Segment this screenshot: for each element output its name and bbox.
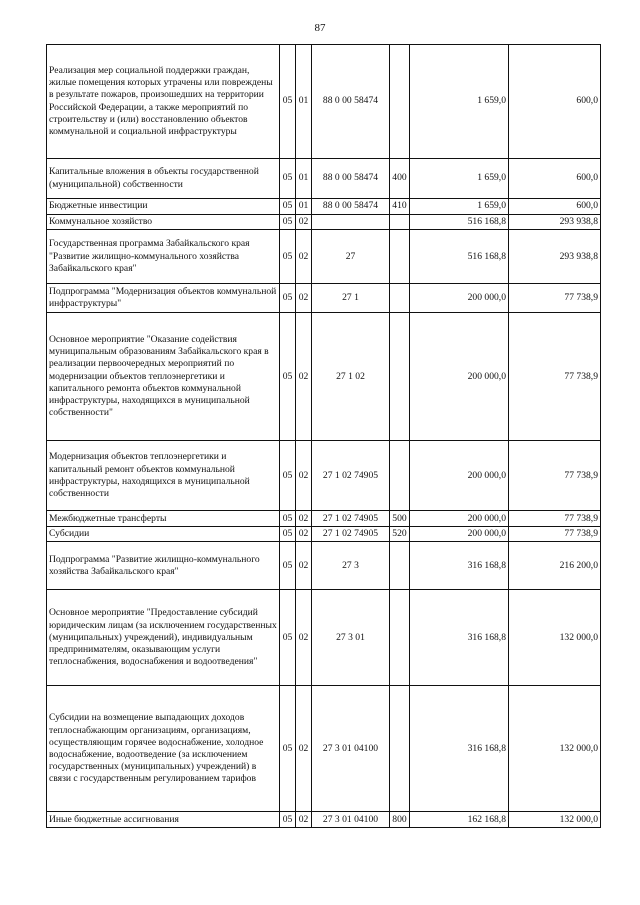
row-sum-2: 293 938,8 [509,230,601,284]
row-sum-2: 77 738,9 [509,313,601,441]
table-row [47,812,601,828]
row-sum-1: 516 168,8 [410,230,509,284]
row-section: 05 [280,441,296,511]
table-row [47,441,601,511]
row-target-code: 27 3 01 04100 [312,812,390,828]
row-sum-1: 200 000,0 [410,284,509,313]
row-sum-1: 316 168,8 [410,590,509,686]
row-subsection: 02 [296,215,312,230]
row-target-code [312,215,390,230]
row-name: Подпрограмма "Развитие жилищно-коммунального хозяйства Забайкальского края" [47,542,280,590]
table-row [47,686,601,812]
row-target-code: 27 [312,230,390,284]
row-subsection: 01 [296,199,312,215]
row-section: 05 [280,215,296,230]
row-expense-type [390,441,410,511]
row-sum-2: 216 200,0 [509,542,601,590]
row-expense-type: 520 [390,527,410,542]
row-target-code: 88 0 00 58474 [312,199,390,215]
row-expense-type [390,590,410,686]
table-row [47,230,601,284]
row-sum-1: 516 168,8 [410,215,509,230]
row-section: 05 [280,590,296,686]
row-sum-2: 132 000,0 [509,812,601,828]
row-name: Реализация мер социальной поддержки граждан, жилые помещения которых утрачены или повреждены в результате пожаров, произошедших на территории Российской Федерации, а также мероприятий по строительству и (или) восстановлению объектов коммунальной и социальной инфраструктуры [47,45,280,159]
row-target-code: 88 0 00 58474 [312,159,390,199]
table-row [47,284,601,313]
row-expense-type [390,230,410,284]
table-row [47,45,601,159]
row-sum-2: 132 000,0 [509,686,601,812]
row-target-code: 27 3 01 [312,590,390,686]
row-expense-type [390,542,410,590]
table-row [47,527,601,542]
row-sum-2: 77 738,9 [509,511,601,527]
row-subsection: 02 [296,590,312,686]
row-name: Коммунальное хозяйство [47,215,280,230]
table-row [47,313,601,441]
row-target-code: 27 1 [312,284,390,313]
row-sum-2: 77 738,9 [509,284,601,313]
row-sum-1: 316 168,8 [410,542,509,590]
row-subsection: 02 [296,527,312,542]
row-subsection: 01 [296,45,312,159]
row-name: Иные бюджетные ассигнования [47,812,280,828]
row-name: Субсидии [47,527,280,542]
row-section: 05 [280,527,296,542]
row-sum-1: 1 659,0 [410,199,509,215]
row-expense-type [390,686,410,812]
table-row [47,199,601,215]
row-name: Государственная программа Забайкальского края "Развитие жилищно-коммунального хозяйства Забайкальского края" [47,230,280,284]
row-section: 05 [280,542,296,590]
row-target-code: 27 3 01 04100 [312,686,390,812]
row-section: 05 [280,686,296,812]
row-name: Основное мероприятие "Оказание содействия муниципальным образованиям Забайкальского края в реализации первоочередных мероприятий по модернизации объектов теплоэнергетики и капитального ремонта объектов коммунальной инфраструктуры, находящихся в муниципальной собственности" [47,313,280,441]
row-subsection: 02 [296,313,312,441]
row-sum-1: 162 168,8 [410,812,509,828]
row-section: 05 [280,45,296,159]
row-expense-type [390,45,410,159]
row-name: Основное мероприятие "Предоставление субсидий юридическим лицам (за исключением государственных (муниципальных) учреждений), индивидуальным предпринимателям, оказывающим услуги теплоснабжения, водоснабжения и водоотведения" [47,590,280,686]
budget-table [46,44,601,828]
row-name: Бюджетные инвестиции [47,199,280,215]
table-body [47,45,601,828]
row-expense-type: 400 [390,159,410,199]
row-target-code: 27 1 02 74905 [312,441,390,511]
row-sum-2: 293 938,8 [509,215,601,230]
row-section: 05 [280,313,296,441]
row-sum-1: 200 000,0 [410,313,509,441]
row-sum-2: 77 738,9 [509,527,601,542]
row-subsection: 02 [296,511,312,527]
row-section: 05 [280,159,296,199]
row-sum-2: 600,0 [509,159,601,199]
row-section: 05 [280,812,296,828]
row-name: Модернизация объектов теплоэнергетики и капитальный ремонт объектов коммунальной инфраструктуры, находящихся в муниципальной собственности [47,441,280,511]
row-target-code: 27 3 [312,542,390,590]
row-expense-type: 410 [390,199,410,215]
row-expense-type [390,284,410,313]
row-target-code: 88 0 00 58474 [312,45,390,159]
row-sum-1: 1 659,0 [410,159,509,199]
table-row [47,215,601,230]
row-sum-2: 77 738,9 [509,441,601,511]
row-name: Капитальные вложения в объекты государственной (муниципальной) собственности [47,159,280,199]
row-sum-2: 600,0 [509,199,601,215]
row-sum-1: 200 000,0 [410,527,509,542]
row-expense-type: 800 [390,812,410,828]
row-sum-2: 600,0 [509,45,601,159]
row-sum-1: 1 659,0 [410,45,509,159]
row-section: 05 [280,284,296,313]
page-number: 87 [314,22,326,34]
row-target-code: 27 1 02 74905 [312,527,390,542]
row-name: Межбюджетные трансферты [47,511,280,527]
row-subsection: 02 [296,542,312,590]
row-subsection: 02 [296,230,312,284]
row-expense-type: 500 [390,511,410,527]
row-section: 05 [280,511,296,527]
row-section: 05 [280,230,296,284]
row-subsection: 02 [296,812,312,828]
row-target-code: 27 1 02 [312,313,390,441]
table-row [47,159,601,199]
row-sum-2: 132 000,0 [509,590,601,686]
row-sum-1: 200 000,0 [410,511,509,527]
row-subsection: 01 [296,159,312,199]
row-subsection: 02 [296,441,312,511]
row-name: Подпрограмма "Модернизация объектов коммунальной инфраструктуры" [47,284,280,313]
row-expense-type [390,313,410,441]
row-sum-1: 200 000,0 [410,441,509,511]
row-sum-1: 316 168,8 [410,686,509,812]
table-row [47,590,601,686]
row-expense-type [390,215,410,230]
table-row [47,511,601,527]
table-row [47,542,601,590]
row-target-code: 27 1 02 74905 [312,511,390,527]
row-section: 05 [280,199,296,215]
row-subsection: 02 [296,284,312,313]
row-name: Субсидии на возмещение выпадающих доходов теплоснабжающим организациям, организациям, осуществляющим горячее водоснабжение, холодное водоснабжение, водоотведение (за исключением государственных (муниципальных) учреждений) в связи с государственным регулированием тарифов [47,686,280,812]
row-subsection: 02 [296,686,312,812]
